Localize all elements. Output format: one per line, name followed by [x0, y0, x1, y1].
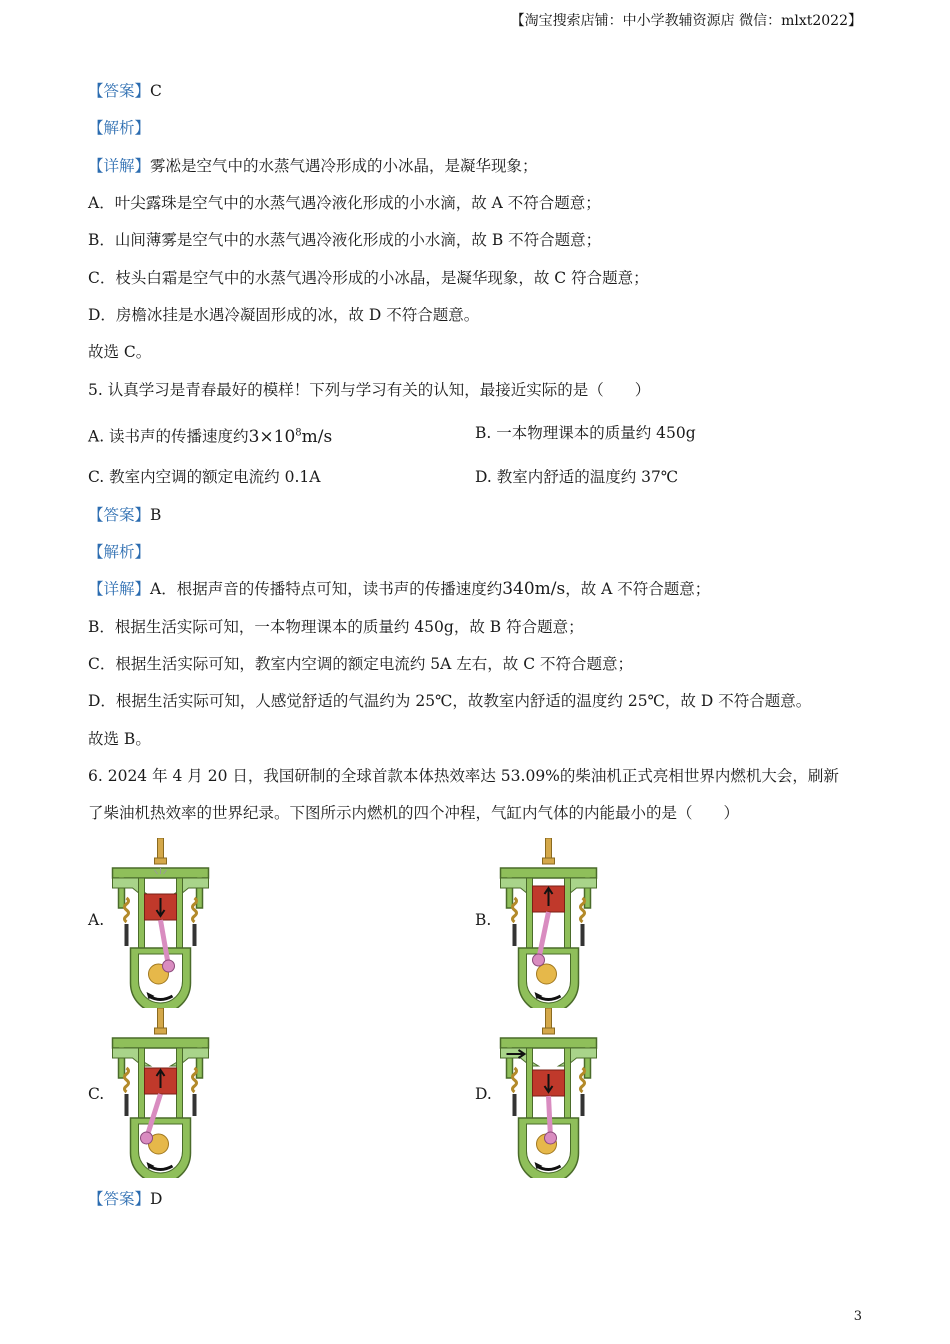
engine-diagram-b	[496, 838, 601, 1008]
page-number: 3	[853, 1309, 862, 1324]
q5-detail-line	[88, 578, 710, 600]
q4-answer-line	[88, 80, 162, 102]
q5-answer-line	[88, 504, 161, 526]
q4-line-a: A．叶尖露珠是空气中的水蒸气遇冷液化形成的小水滴，故 A 不符合题意；	[88, 194, 601, 212]
engine-diagram-a	[108, 838, 213, 1008]
q6-answer-line	[88, 1188, 162, 1210]
detail-tag: 【详解】	[88, 157, 151, 175]
page-header: 【淘宝搜索店铺：中小学教辅资源店 微信：mlxt2022】	[510, 13, 862, 29]
answer-tag: 【答案】	[88, 82, 151, 100]
q5-option-a-text: A. 读书声的传播速度约	[88, 427, 249, 446]
q5-option-b: B. 一本物理课本的质量约 450g	[475, 424, 696, 442]
q5-line-d: D．根据生活实际可知，人感觉舒适的气温约为 25℃，故教室内舒适的温度约 25℃，故 D 不符合题意。	[88, 692, 812, 710]
q5-line-c: C．根据生活实际可知，教室内空调的额定电流约 5A 左右，故 C 不符合题意；	[88, 655, 633, 673]
q5-line-b: B．根据生活实际可知，一本物理课本的质量约 450g，故 B 符合题意；	[88, 618, 584, 636]
q4-answer: C	[150, 82, 162, 100]
q5-answer: B	[150, 506, 162, 524]
q5-detail-value: 340m/s	[502, 579, 566, 599]
q4-analysis-tag: 【解析】	[88, 119, 151, 137]
q6-option-d-label: D.	[475, 1085, 492, 1103]
q6-option-c-label: C.	[88, 1085, 105, 1103]
engine-diagram-c	[108, 1008, 213, 1178]
q5-option-c: C. 教室内空调的额定电流约 0.1A	[88, 468, 321, 486]
detail-tag: 【详解】	[88, 580, 151, 598]
q5-option-a	[88, 422, 332, 448]
q5-detail-prefix: A．根据声音的传播特点可知，读书声的传播速度约	[150, 580, 503, 598]
q5-analysis-tag: 【解析】	[88, 543, 151, 561]
q6-option-b-label: B.	[475, 911, 492, 929]
answer-tag: 【答案】	[88, 1190, 151, 1208]
q4-conclusion: 故选 C。	[88, 343, 152, 361]
q5-conclusion: 故选 B。	[88, 730, 151, 748]
engine-diagram-d	[496, 1008, 601, 1178]
q6-stem-line2: 了柴油机热效率的世界纪录。下图所示内燃机的四个冲程，气缸内气体的内能最小的是（ ）	[88, 804, 740, 822]
q5-detail-suffix: ，故 A 不符合题意；	[565, 580, 711, 598]
q4-detail: 雾凇是空气中的水蒸气遇冷形成的小冰晶，是凝华现象；	[150, 157, 538, 175]
answer-tag: 【答案】	[88, 506, 151, 524]
q4-detail-line	[88, 155, 538, 177]
q4-line-c: C．枝头白霜是空气中的水蒸气遇冷形成的小冰晶，是凝华现象，故 C 符合题意；	[88, 269, 649, 287]
q4-line-d: D．房檐冰挂是水遇冷凝固形成的冰，故 D 不符合题意。	[88, 306, 480, 324]
q5-option-d: D. 教室内舒适的温度约 37℃	[475, 468, 679, 486]
q4-line-b: B．山间薄雾是空气中的水蒸气遇冷液化形成的小水滴，故 B 不符合题意；	[88, 231, 602, 249]
q6-stem-line1: 6. 2024 年 4 月 20 日，我国研制的全球首款本体热效率达 53.09%的柴油机正式亮相世界内燃机大会，刷新	[88, 767, 839, 785]
q5-stem: 5. 认真学习是青春最好的模样！下列与学习有关的认知，最接近实际的是（ ）	[88, 381, 651, 399]
q6-answer: D	[150, 1190, 163, 1208]
q6-option-a-label: A.	[88, 911, 105, 929]
q5-option-a-math: $3\times 10^8m/s$	[248, 426, 333, 447]
